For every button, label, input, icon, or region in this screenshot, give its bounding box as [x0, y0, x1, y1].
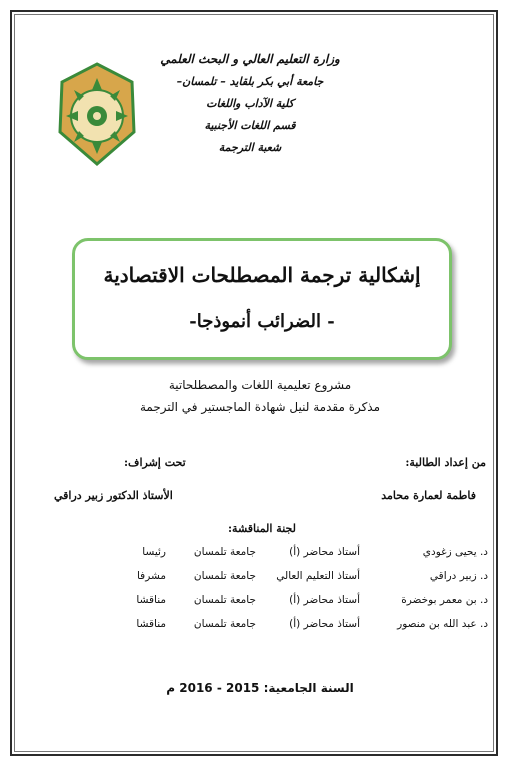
project-block [60, 378, 460, 422]
supervisor-name: الأستاذ الدكتور زبير دراقي [54, 489, 173, 502]
member-rank: أستاذ التعليم العالي [276, 570, 360, 582]
member-name: د. عبد الله بن منصور [397, 618, 488, 630]
member-name: د. يحيى زغودي [422, 546, 488, 558]
member-role: مشرفا [136, 570, 166, 582]
member-name: د. بن معمر بوخضرة [401, 594, 488, 606]
committee-row [48, 618, 488, 642]
member-rank: أستاذ محاضر (أ) [289, 594, 360, 606]
subtitle: - الضرائب أنموذجا- [189, 311, 335, 332]
committee-table [48, 546, 488, 642]
supervision-label: تحت إشراف: [124, 456, 186, 469]
committee-label: لجنة المناقشة: [228, 522, 296, 535]
title-box [72, 238, 452, 360]
member-rank: أستاذ محاضر (أ) [289, 618, 360, 630]
ministry-line: وزارة التعليم العالي و البحث العلمي [160, 52, 340, 66]
branch-line: شعبة الترجمة [218, 141, 282, 154]
member-rank: أستاذ محاضر (أ) [289, 546, 360, 558]
committee-row [48, 570, 488, 594]
member-role: مناقشا [136, 594, 166, 606]
member-name: د. زبير دراقي [429, 570, 488, 582]
member-university: جامعة تلمسان [193, 570, 256, 582]
faculty-line: كلية الآداب واللغات [206, 97, 294, 110]
prepared-by-label: من إعداد الطالبة: [405, 456, 486, 469]
member-university: جامعة تلمسان [193, 618, 256, 630]
member-role: مناقشا [136, 618, 166, 630]
academic-year: السنة الجامعية: 2015 - 2016 م [166, 681, 354, 695]
university-line: جامعة أبي بكر بلقايد – تلمسان– [176, 75, 324, 88]
committee-row [48, 546, 488, 570]
member-role: رئيسا [142, 546, 166, 558]
student-name: فاطمة لعمارة محامد [381, 489, 476, 502]
university-seal-icon [54, 62, 140, 166]
committee-row [48, 594, 488, 618]
member-university: جامعة تلمسان [193, 546, 256, 558]
member-university: جامعة تلمسان [193, 594, 256, 606]
project-line-1: مشروع تعليمية اللغات والمصطلحاتية [168, 378, 352, 392]
project-line-2: مذكرة مقدمة لنيل شهادة الماجستير في الترجمة [139, 400, 381, 414]
department-line: قسم اللغات الأجنبية [204, 119, 296, 132]
main-title: إشكالية ترجمة المصطلحات الاقتصادية [103, 263, 421, 287]
header-block [100, 52, 400, 163]
